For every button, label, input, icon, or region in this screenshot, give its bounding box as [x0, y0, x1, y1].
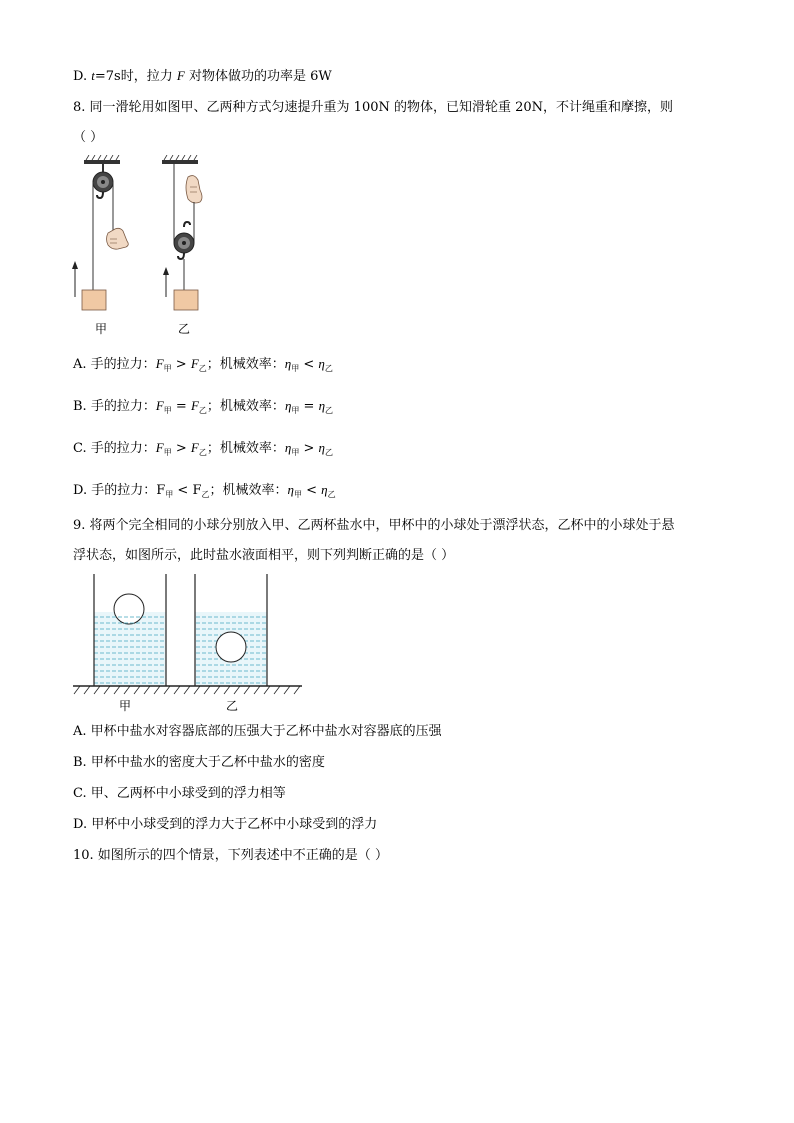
q8-option-c: C. 手的拉力：$F_甲 > F_乙$；机械效率：$\eta_甲 > \eta_乙$	[73, 440, 333, 457]
q7-option-d	[73, 66, 332, 87]
figure-label-yi: 乙	[178, 322, 191, 336]
q8-option-a: A. 手的拉力：$F_甲 > F_乙$；机械效率：$\eta_甲 < \eta_乙$	[73, 356, 333, 373]
option-text: 时，拉力	[120, 69, 173, 84]
beaker-label-yi: 乙	[226, 699, 239, 713]
beaker-figure	[70, 572, 305, 697]
fixed-pulley-diagram	[72, 155, 128, 310]
cup-yi	[195, 574, 267, 686]
q8-option-d: D. 手的拉力：$F_甲 < F_乙$；机械效率：$\eta_甲 < \eta_乙$	[73, 482, 336, 499]
cup-jia	[94, 574, 166, 686]
q9-option-b: B. 甲杯中盐水的密度大于乙杯中盐水的密度	[73, 755, 325, 770]
option-text-end: 对物体做功的功率是 6W	[188, 69, 332, 84]
movable-pulley-diagram	[162, 155, 202, 310]
figure-label-jia: 甲	[95, 322, 108, 336]
q9-option-a: A. 甲杯中盐水对容器底部的压强大于乙杯中盐水对容器底的压强	[73, 724, 442, 739]
q9-option-c: C. 甲、乙两杯中小球受到的浮力相等	[73, 786, 286, 801]
option-label: D.	[73, 69, 88, 84]
time-variable: t	[91, 68, 95, 83]
beaker-label-jia: 甲	[119, 699, 132, 713]
pulley-figure	[70, 155, 220, 340]
q10-stem: 10. 如图所示的四个情景，下列表述中不正确的是（ ）	[73, 848, 388, 863]
force-variable: F	[176, 68, 185, 83]
q9-stem-line2: 浮状态，如图所示，此时盐水液面相平，则下列判断正确的是（ ）	[73, 548, 455, 563]
q8-stem-line2: （ ）	[73, 130, 104, 145]
q9-stem-line1: 9. 将两个完全相同的小球分别放入甲、乙两杯盐水中，甲杯中的小球处于漂浮状态，乙杯中的小球处于悬	[73, 518, 675, 533]
time-value: =7s	[94, 69, 121, 84]
q8-option-b: B. 手的拉力：$F_甲 = F_乙$；机械效率：$\eta_甲 = \eta_乙$	[73, 398, 334, 415]
q9-option-d: D. 甲杯中小球受到的浮力大于乙杯中小球受到的浮力	[73, 817, 378, 832]
q8-stem-line1: 8. 同一滑轮用如图甲、乙两种方式匀速提升重为 100N 的物体，已知滑轮重 20N，不计绳重和摩擦，则	[73, 100, 674, 115]
